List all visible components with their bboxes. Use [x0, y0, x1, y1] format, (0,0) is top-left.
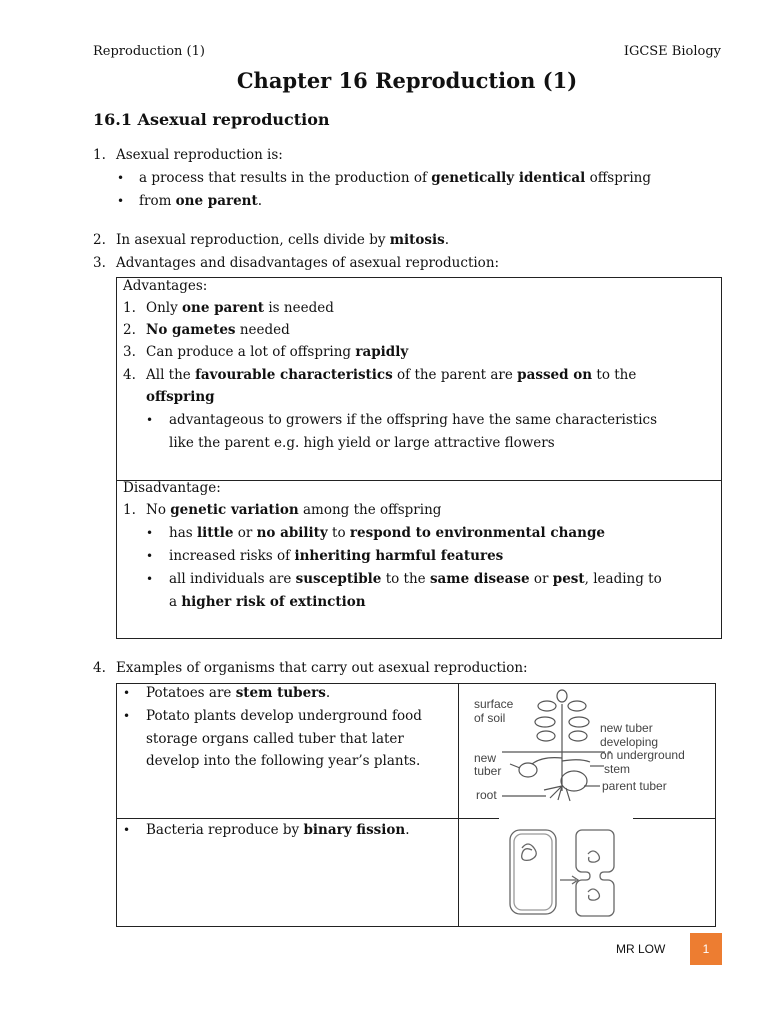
- potato-bullet-2-line3: develop into the following year’s plants.: [146, 753, 421, 769]
- item-1-text: Asexual reproduction is:: [116, 147, 283, 163]
- advantage-sub-line1: advantageous to growers if the offspring have the same characteristics: [169, 412, 658, 428]
- label-developing: developing: [600, 735, 659, 749]
- bullet-icon: •: [123, 686, 131, 700]
- label-stem: stem: [604, 762, 631, 776]
- leaf: [569, 717, 589, 727]
- leaf: [538, 701, 556, 711]
- potato-bullet-2-line2: storage organs called tuber that later: [146, 731, 404, 747]
- label-of-soil: of soil: [474, 711, 506, 725]
- bacteria-bullet: Bacteria reproduce by binary fission.: [146, 822, 410, 838]
- label-tuber: tuber: [474, 764, 502, 778]
- item-1: [93, 147, 283, 163]
- disadvantage-sub-1: has little or no ability to respond to environmental change: [169, 525, 605, 541]
- header-right: IGCSE Biology: [623, 44, 721, 59]
- table-divider: [458, 683, 459, 927]
- section-title: 16.1 Asexual reproduction: [93, 110, 330, 129]
- bullet-icon: •: [117, 194, 125, 208]
- new-tuber: [519, 763, 537, 777]
- bullet-icon: •: [146, 413, 154, 427]
- leaf: [535, 717, 555, 727]
- parent-tuber: [561, 771, 587, 791]
- leaf: [568, 701, 586, 711]
- label-new-tuber-dev: new tuber: [600, 721, 653, 735]
- table-divider: [116, 818, 459, 819]
- advantage-1: 1. Only one parent is needed: [123, 300, 334, 316]
- chapter-title: Chapter 16 Reproduction (1): [236, 68, 578, 93]
- leaf: [569, 731, 587, 741]
- label-root: root: [476, 788, 497, 802]
- potato-plant-diagram: [462, 686, 712, 816]
- table-divider: [459, 818, 499, 819]
- bullet-icon: •: [123, 823, 131, 837]
- advantage-sub-line2: like the parent e.g. high yield or large attractive flowers: [169, 435, 555, 451]
- item-1-bullet-1: a process that results in the production of genetically identical offspring: [139, 170, 651, 186]
- bullet-icon: •: [146, 526, 154, 540]
- dna-coil: [522, 844, 537, 860]
- potato-bullet-2-line1: Potato plants develop underground food: [146, 708, 422, 724]
- disadvantage-1: 1. No genetic variation among the offspring: [123, 502, 442, 518]
- item-2: 2. In asexual reproduction, cells divide by mitosis.: [93, 232, 450, 248]
- disadvantage-sub-3: all individuals are susceptible to the same disease or pest, leading to: [169, 571, 662, 587]
- potato-bullet-1: Potatoes are stem tubers.: [146, 685, 331, 701]
- label-new: new: [474, 751, 497, 765]
- label-surface: surface: [474, 697, 514, 711]
- disadvantage-heading: Disadvantage:: [123, 480, 221, 496]
- item-4: 4. Examples of organisms that carry out asexual reproduction:: [93, 660, 528, 676]
- header-left: Reproduction (1): [93, 44, 205, 59]
- label-on-underground: on underground: [600, 748, 685, 762]
- table-divider: [633, 818, 716, 819]
- page-number: 1: [690, 933, 722, 965]
- binary-fission-diagram: [500, 826, 630, 920]
- advantage-4: 4. All the favourable characteristics of the parent are passed on to the: [123, 367, 637, 383]
- advantage-2: 2. No gametes needed: [123, 322, 290, 338]
- underground-stem: [532, 758, 562, 764]
- disadvantage-sub-3-line2: a higher risk of extinction: [169, 594, 366, 610]
- footer-author: MR LOW: [616, 942, 666, 956]
- advantage-3: 3. Can produce a lot of offspring rapidly: [123, 344, 409, 360]
- parent-bacterium: [510, 830, 556, 914]
- leaf: [537, 731, 555, 741]
- disadvantage-sub-2: increased risks of inheriting harmful features: [169, 548, 504, 564]
- bullet-icon: •: [117, 171, 125, 185]
- advantages-heading: Advantages:: [123, 278, 208, 294]
- item-3: 3. Advantages and disadvantages of asexual reproduction:: [93, 255, 500, 271]
- roots: [544, 786, 570, 801]
- dna-coil: [588, 889, 599, 900]
- dna-coil: [588, 851, 599, 862]
- bullet-icon: •: [123, 709, 131, 723]
- item-1-num: 1.: [93, 147, 106, 163]
- leaf: [557, 690, 567, 702]
- label-parent-tuber: parent tuber: [602, 779, 667, 793]
- advantage-4-line2: offspring: [146, 389, 215, 405]
- item-1-bullet-2: from one parent.: [139, 193, 263, 209]
- dividing-bacterium: [576, 830, 614, 916]
- bullet-icon: •: [146, 572, 154, 586]
- bullet-icon: •: [146, 549, 154, 563]
